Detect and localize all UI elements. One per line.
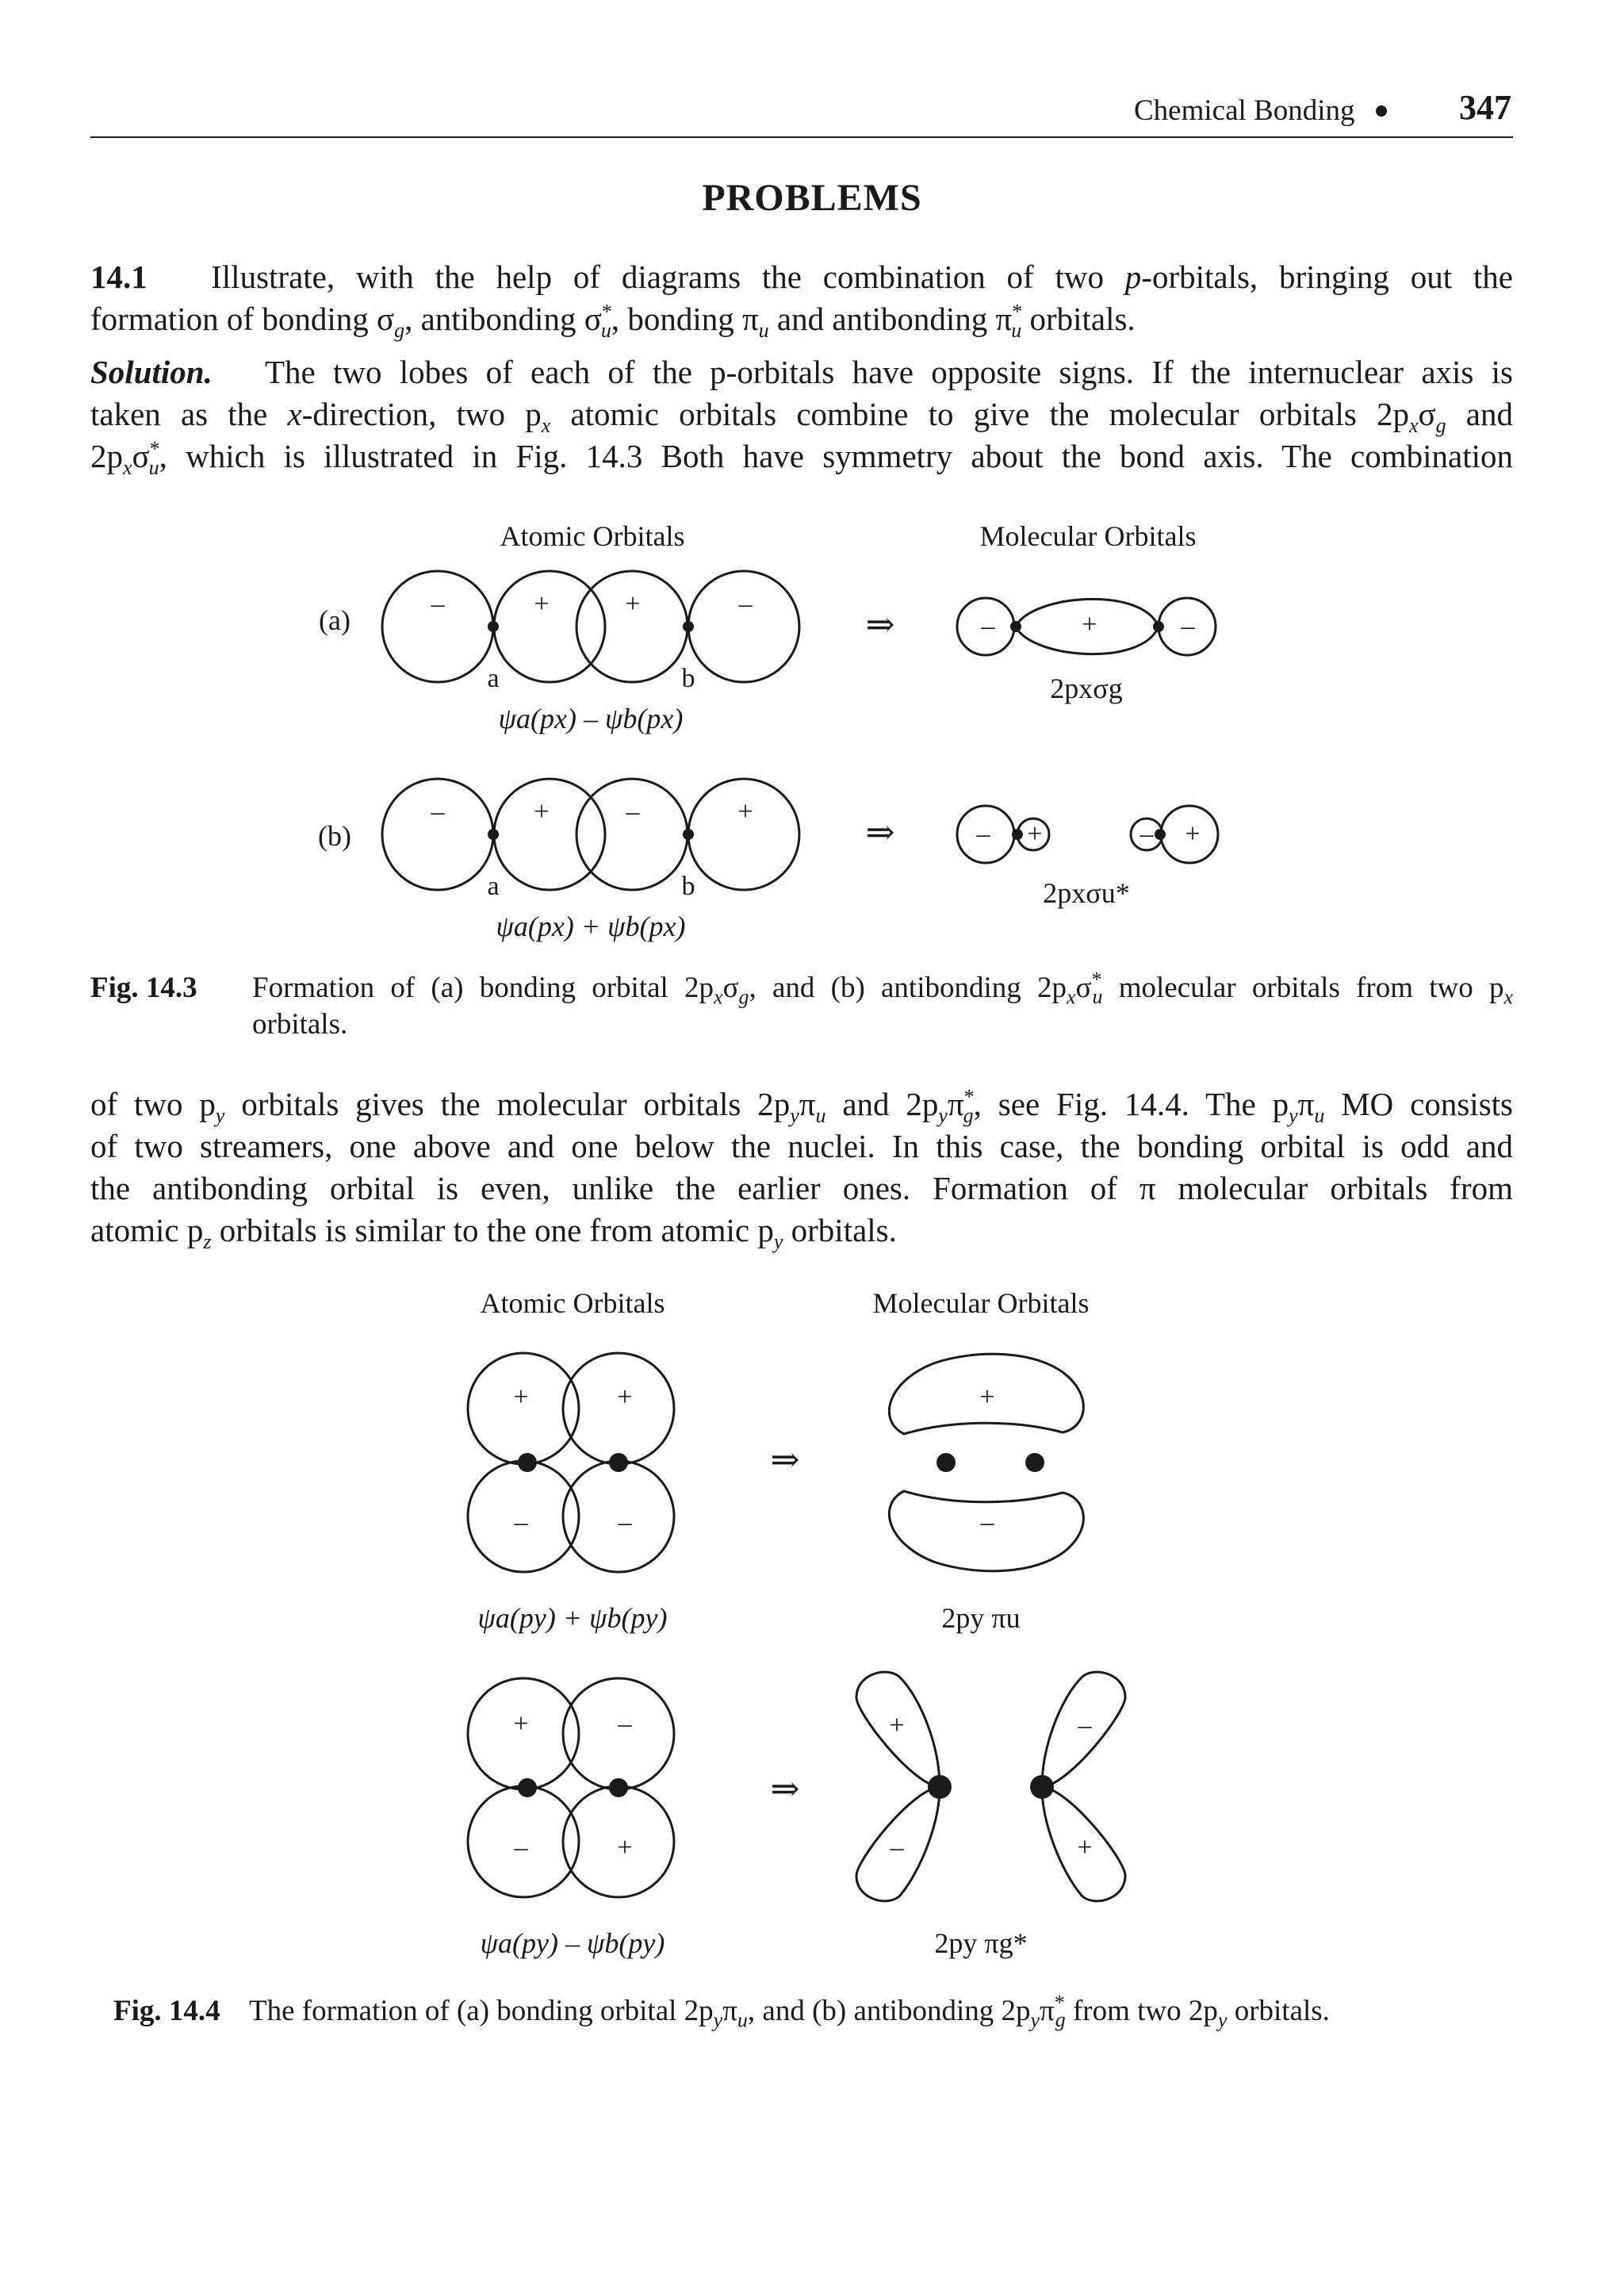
sign-plus: + bbox=[1082, 610, 1097, 639]
figure-14-3 bbox=[0, 508, 1624, 952]
sign-minus: – bbox=[618, 1508, 632, 1537]
caption-line: Formation of (a) bonding orbital $2p_x\sigma_g$, and (b) antibonding $2p_x\sigma^*_u$ molecular orbitals from two $p_x$ bbox=[252, 968, 1513, 1009]
nucleus-label-b: b bbox=[681, 664, 695, 693]
p-lobe bbox=[688, 779, 799, 890]
nucleus-b bbox=[1153, 621, 1164, 632]
nucleus-a bbox=[518, 1453, 537, 1472]
row-label-b: (b) bbox=[318, 820, 351, 852]
sign-plus: + bbox=[1077, 1833, 1093, 1862]
page-number: 347 bbox=[1459, 88, 1511, 127]
fig-14-4-label: Fig. 14.4 bbox=[113, 1995, 220, 2027]
combination-b: ψa(py) – ψb(py) bbox=[480, 1927, 665, 1959]
mo-label-b: 2py πg* bbox=[934, 1927, 1028, 1959]
sign-minus: – bbox=[976, 819, 990, 849]
nucleus-label-a: a bbox=[487, 872, 500, 901]
col-atomic-orbitals: Atomic Orbitals bbox=[480, 1287, 665, 1319]
sign-plus: + bbox=[617, 1382, 633, 1412]
nucleus-b bbox=[683, 829, 694, 840]
nucleus-b bbox=[609, 1453, 628, 1472]
combination-a: ψa(py) + ψb(py) bbox=[477, 1602, 668, 1634]
nucleus-b bbox=[683, 621, 694, 632]
bullet-icon bbox=[1376, 105, 1387, 117]
arrow-icon: ⇒ bbox=[865, 605, 895, 644]
p-lobe bbox=[576, 779, 688, 890]
nucleus-label-a: a bbox=[487, 664, 500, 693]
sign-minus: – bbox=[514, 1508, 528, 1537]
col-molecular-orbitals: Molecular Orbitals bbox=[872, 1287, 1090, 1319]
combination-a: ψa(px) – ψb(px) bbox=[498, 703, 684, 734]
solution-label: Solution. bbox=[90, 354, 213, 390]
p-lobe bbox=[494, 571, 605, 682]
sign-plus: + bbox=[1185, 819, 1201, 849]
nucleus-a bbox=[488, 621, 499, 632]
arrow-icon: ⇒ bbox=[770, 1440, 800, 1479]
nucleus-a bbox=[936, 1453, 956, 1472]
fig-14-4-caption: Fig. 14.4 The formation of (a) bonding orbital $2p_y\pi_u$, and (b) antibonding $2p_y\pi^*_g$ from two $2p_y$ orbitals. bbox=[113, 1991, 1330, 2032]
sign-minus: – bbox=[514, 1833, 528, 1862]
arrow-icon: ⇒ bbox=[865, 813, 895, 852]
nucleus-b bbox=[1030, 1775, 1054, 1799]
sign-minus: – bbox=[1078, 1711, 1092, 1740]
sign-plus: + bbox=[534, 797, 550, 826]
mo-label-b: 2pxσu* bbox=[1043, 877, 1130, 909]
p-lobe bbox=[688, 571, 799, 682]
sign-plus: + bbox=[625, 589, 641, 619]
paragraph-line: the antibonding orbital is even, unlike the earlier ones. Formation of π molecular orbitals from bbox=[90, 1170, 1513, 1206]
row-label-a: (a) bbox=[319, 604, 350, 636]
combination-b: ψa(px) + ψb(px) bbox=[496, 911, 686, 942]
sign-plus: + bbox=[979, 1382, 995, 1412]
sign-minus: – bbox=[618, 1709, 632, 1739]
caption-line: orbitals. bbox=[252, 1008, 348, 1041]
sign-minus: – bbox=[431, 797, 445, 826]
sign-plus: + bbox=[513, 1709, 529, 1739]
mo-label-a: 2pxσg bbox=[1050, 673, 1123, 704]
sign-minus: – bbox=[980, 1508, 994, 1537]
sign-minus: – bbox=[1181, 612, 1195, 641]
sign-minus: – bbox=[981, 612, 995, 641]
solution-paragraph: Solution. The two lobes of each of the p-orbitals have opposite signs. If the internuclear axis is taken as the x-direction, two $p_x$ atomic orbitals combine to give the molecular orbitals $2p_x\sigma_g$ and $2p_x\sigma^*_u$, which is illustrated in Fig. 14.3 Both have symmetry about the bond axis. The combination bbox=[90, 354, 1514, 480]
problem-statement: 14.1 Illustrate, with the help of diagrams the combination of two p-orbitals, bringing out the formation of bonding $\sigma_g$, antibonding $\sigma^*_u$, bonding $\pi_u$ and antibonding $\pi^*_u$ orbitals. bbox=[90, 259, 1513, 343]
nucleus-b bbox=[1025, 1453, 1044, 1472]
nucleus-a bbox=[1012, 829, 1023, 840]
nucleus-a bbox=[1010, 621, 1021, 632]
fig-14-3-label: Fig. 14.3 bbox=[90, 972, 197, 1004]
p-lobe bbox=[382, 779, 493, 890]
running-title: Chemical Bonding bbox=[1134, 94, 1355, 127]
paragraph-line: of two streamers, one above and one below the nuclei. In this case, the bonding orbital is odd and bbox=[90, 1128, 1513, 1164]
sign-plus: + bbox=[737, 797, 753, 826]
sign-plus: + bbox=[513, 1382, 529, 1412]
problem-number: 14.1 bbox=[90, 259, 147, 295]
sign-minus: – bbox=[890, 1833, 904, 1862]
nucleus-a bbox=[488, 829, 499, 840]
sign-minus: – bbox=[431, 589, 445, 619]
nucleus-a bbox=[928, 1775, 952, 1799]
sign-minus: – bbox=[738, 589, 753, 619]
nucleus-label-b: b bbox=[681, 872, 695, 901]
mo-label-a: 2py πu bbox=[941, 1602, 1021, 1634]
section-title: PROBLEMS bbox=[702, 177, 922, 219]
sign-minus: – bbox=[1139, 819, 1154, 849]
col-molecular-orbitals: Molecular Orbitals bbox=[979, 520, 1197, 552]
header-rule bbox=[90, 136, 1513, 138]
nucleus-b bbox=[1155, 829, 1166, 840]
sign-plus: + bbox=[889, 1711, 905, 1740]
p-lobe bbox=[576, 571, 688, 682]
figure-14-4 bbox=[0, 1269, 1624, 1967]
nucleus-b bbox=[609, 1778, 628, 1797]
running-header bbox=[1134, 94, 1408, 128]
col-atomic-orbitals: Atomic Orbitals bbox=[500, 520, 685, 552]
sign-plus: + bbox=[1027, 819, 1043, 849]
sign-minus: – bbox=[626, 797, 640, 826]
continuation-paragraph: of two $p_y$ orbitals gives the molecular orbitals $2p_y\pi_u$ and $2p_y\pi^*_g$, see Fig. 14.4. The $p_y\pi_u$ MO consists of two streamers, one above and one below the nuclei. In this case, the bonding orbital is odd and the antibonding orbital is even, unlike the earlier ones. Formation of π molecular orbitals from atomic $p_z$ orbitals is similar to the one from atomic $p_y$ orbitals. bbox=[90, 1085, 1514, 1254]
p-lobe bbox=[382, 571, 493, 682]
arrow-icon: ⇒ bbox=[770, 1769, 800, 1808]
p-lobe bbox=[494, 779, 605, 890]
sign-plus: + bbox=[617, 1833, 633, 1862]
nucleus-a bbox=[518, 1778, 537, 1797]
sign-plus: + bbox=[534, 589, 550, 619]
